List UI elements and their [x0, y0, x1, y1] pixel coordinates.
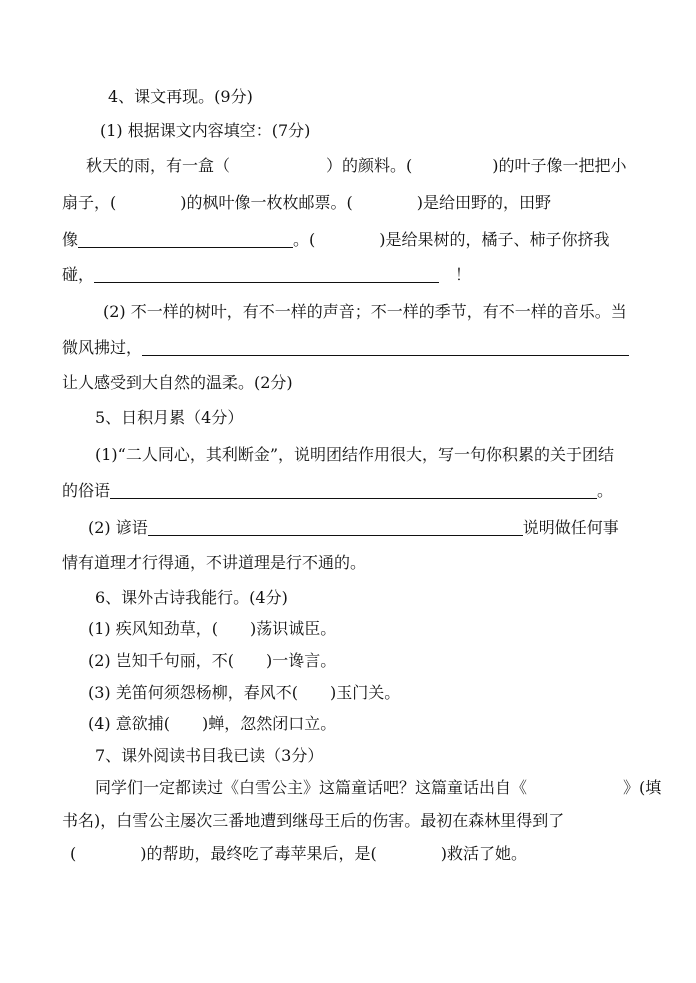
poem-item: (1) 疾风知劲草，( )荡识诚臣。 — [88, 619, 337, 638]
poem-item: (2) 岂知千句丽，不( )一谗言。 — [88, 651, 337, 670]
answer-blank — [110, 482, 597, 499]
paragraph-line — [62, 337, 629, 359]
paragraph-line: 秋天的雨，有一盒（ ）的颜料。( )的叶子像一把把小 — [86, 156, 627, 175]
question-4-2: (2) 不一样的树叶，有不一样的声音；不一样的季节，有不一样的音乐。当 — [103, 302, 627, 321]
text-span: ！ — [455, 265, 472, 284]
text-span: 。( )是给果树的，橘子、柿子你挤我 — [293, 230, 610, 249]
question-5-2 — [88, 517, 619, 539]
answer-blank — [142, 339, 629, 356]
poem-item: (3) 羌笛何须怨杨柳，春风不( )玉门关。 — [88, 683, 401, 702]
paragraph-line: 书名)，白雪公主屡次三番地遭到继母王后的伤害。最初在森林里得到了 — [62, 811, 565, 830]
paragraph-line: 同学们一定都读过《白雪公主》这篇童话吧？这篇童话出自《 》(填 — [95, 778, 662, 797]
question-4-1: (1) 根据课文内容填空：(7分) — [100, 121, 311, 140]
question-5-1: (1)“二人同心，其利断金”，说明团结作用很大，写一句你积累的关于团结 — [95, 445, 615, 464]
answer-blank — [148, 519, 523, 536]
paragraph-line: 让人感受到大自然的温柔。(2分) — [62, 373, 293, 392]
paragraph-line — [62, 480, 613, 502]
text-span: 。 — [597, 481, 614, 500]
poem-item: (4) 意欲捕( )蝉，忽然闭口立。 — [88, 714, 337, 733]
text-span: 像 — [62, 230, 79, 249]
text-span: 碰， — [62, 265, 95, 284]
text-span: 说明做任何事 — [522, 518, 619, 537]
answer-blank — [94, 266, 439, 283]
paragraph-line — [62, 229, 610, 251]
paragraph-line: 情有道理才行得通，不讲道理是行不通的。 — [62, 553, 367, 572]
paragraph-line: ( )的帮助，最终吃了毒苹果后，是( )救活了她。 — [70, 844, 527, 863]
text-span: 微风拂过， — [62, 338, 143, 357]
section-7-title: 7、课外阅读书目我已读（3分） — [95, 746, 324, 765]
section-6-title: 6、课外古诗我能行。(4分) — [95, 588, 288, 607]
paragraph-line: 扇子，( )的枫叶像一枚枚邮票。( )是给田野的，田野 — [62, 193, 551, 212]
text-span: (2) 谚语 — [88, 518, 148, 537]
text-span: 的俗语 — [62, 481, 111, 500]
section-4-title: 4、课文再现。(9分) — [108, 87, 253, 106]
paragraph-line — [62, 264, 471, 286]
answer-blank — [78, 231, 293, 248]
section-5-title: 5、日积月累（4分） — [95, 408, 244, 427]
